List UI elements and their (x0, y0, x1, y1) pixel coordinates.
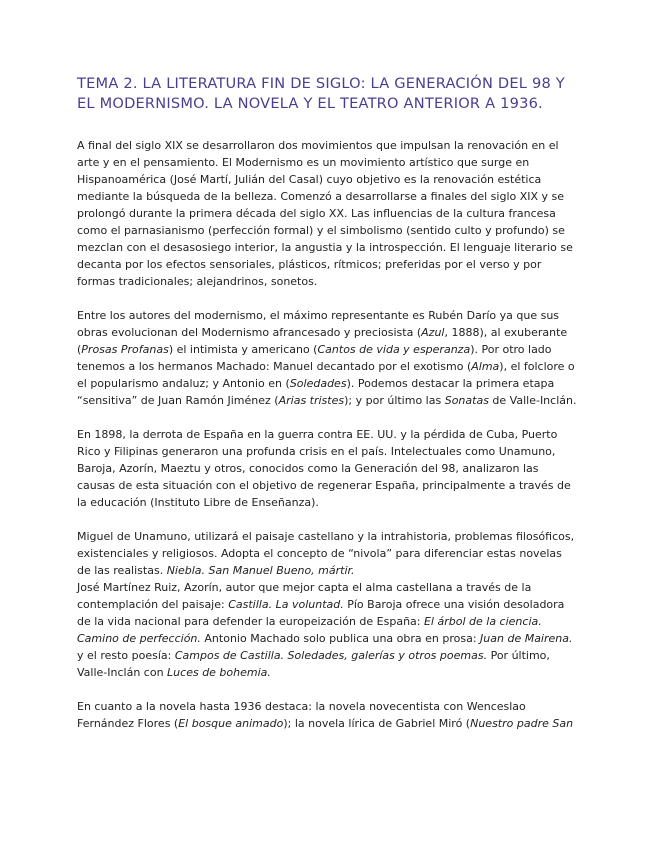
paragraph-text: ); la novela lírica de Gabriel Miró ( (283, 717, 471, 730)
document-body (77, 137, 579, 732)
body-paragraph (77, 426, 579, 511)
work-title-text: Sonatas (444, 394, 489, 407)
work-title-text: Luces de bohemia. (167, 666, 271, 679)
paragraph-text: ). Podemos destacar la primera etapa “sensitiva” de Juan Ramón Jiménez ( (77, 377, 555, 407)
body-paragraph (77, 528, 579, 681)
document-title: TEMA 2. LA LITERATURA FIN DE SIGLO: LA GENERACIÓN DEL 98 Y EL MODERNISMO. LA NOVELA Y EL TEATRO ANTERIOR A 1936. (77, 75, 565, 112)
work-title-text: El bosque animado (178, 717, 284, 730)
paragraph-text: Miguel de Unamuno, utilizará el paisaje castellano y la intrahistoria, problemas filosóficos, existenciales y religiosos. Adopta el concepto de “nivola” para diferenciar estas novelas de las realistas. (77, 530, 575, 577)
work-title-text: Juan de Mairena. (480, 632, 573, 645)
paragraph-text: Entre los autores del modernismo, el máximo representante es Rubén Darío ya que sus obras evolucionan del Modernismo afrancesado y preciosista ( (77, 309, 560, 339)
work-title-text: Azul (421, 326, 445, 339)
work-title-text: Castilla. La voluntad. (228, 598, 344, 611)
work-title-text: Prosas Profanas (81, 343, 169, 356)
paragraph-text: José Martínez Ruiz, Azorín, autor que mejor capta el alma castellana a través de la contemplación del paisaje: (77, 581, 532, 611)
work-title-text: Nuestro padre San (470, 717, 574, 730)
work-title-text: El árbol de la ciencia. Camino de perfección. (77, 615, 542, 645)
paragraph-text: En 1898, la derrota de España en la guerra contra EE. UU. y la pérdida de Cuba, Puerto Rico y Filipinas generaron una profunda crisis en el país. Intelectuales como Unamuno, Baroja, Azorín, Maeztu y otros, conocidos como la Generación del 98, analizaron las causas de esta situación con el objetivo de regenerar España, principalmente a través de la educación (Instituto Libre de Enseñanza). (77, 428, 571, 509)
paragraph-text: ) el intimista y americano ( (168, 343, 318, 356)
work-title-text: Soledades (289, 377, 347, 390)
paragraph-text: Por último, Valle-Inclán con (77, 649, 550, 679)
work-title-text: Alma (471, 360, 500, 373)
paragraph-text: , 1888), al exuberante ( (77, 326, 568, 356)
work-title-text: Arias tristes (278, 394, 345, 407)
paragraph-text: de Valle-Inclán. (488, 394, 577, 407)
body-paragraph (77, 698, 579, 732)
body-paragraph (77, 307, 579, 409)
paragraph-text: A final del siglo XIX se desarrollaron dos movimientos que impulsan la renovación en el arte y en el pensamiento. El Modernismo es un movimiento artístico que surge en Hispanoamérica (José Martí, Julián del Casal) cuyo objetivo es la renovación estética mediante la búsqueda de la belleza. Comenzó a desarrollarse a finales del siglo XIX y se prolongó durante la primera década del siglo XX. Las influencias de la cultura francesa como el parnasianismo (perfección formal) y el simbolismo (sentido culto y profundo) se mezclan con el desasosiego interior, la angustia y la introspección. El lenguaje literario se decanta por los efectos sensoriales, plásticos, rítmicos; preferidas por el verso y por formas tradicionales; alejandrinos, sonetos. (77, 139, 573, 288)
work-title-text: Cantos de vida y esperanza (317, 343, 471, 356)
paragraph-text: En cuanto a la novela hasta 1936 destaca: la novela novecentista con Wenceslao Fernández Flores ( (77, 700, 526, 730)
body-paragraph (77, 137, 579, 290)
paragraph-text: y el resto poesía: (77, 649, 175, 662)
work-title-text: Niebla. San Manuel Bueno, mártir. (166, 564, 355, 577)
paragraph-text: ), el folclore o el popularismo andaluz; y Antonio en ( (77, 360, 575, 390)
paragraph-text: ); y por último las (344, 394, 445, 407)
paragraph-text: Pío Baroja ofrece una visión desoladora de la vida nacional para defender la europeización de España: (77, 598, 565, 628)
paragraph-text: ). Por otro lado tenemos a los hermanos Machado: Manuel decantado por el exotismo ( (77, 343, 552, 373)
paragraph-text: Antonio Machado solo publica una obra en prosa: (200, 632, 481, 645)
work-title-text: Campos de Castilla. Soledades, galerías y otros poemas. (174, 649, 488, 662)
